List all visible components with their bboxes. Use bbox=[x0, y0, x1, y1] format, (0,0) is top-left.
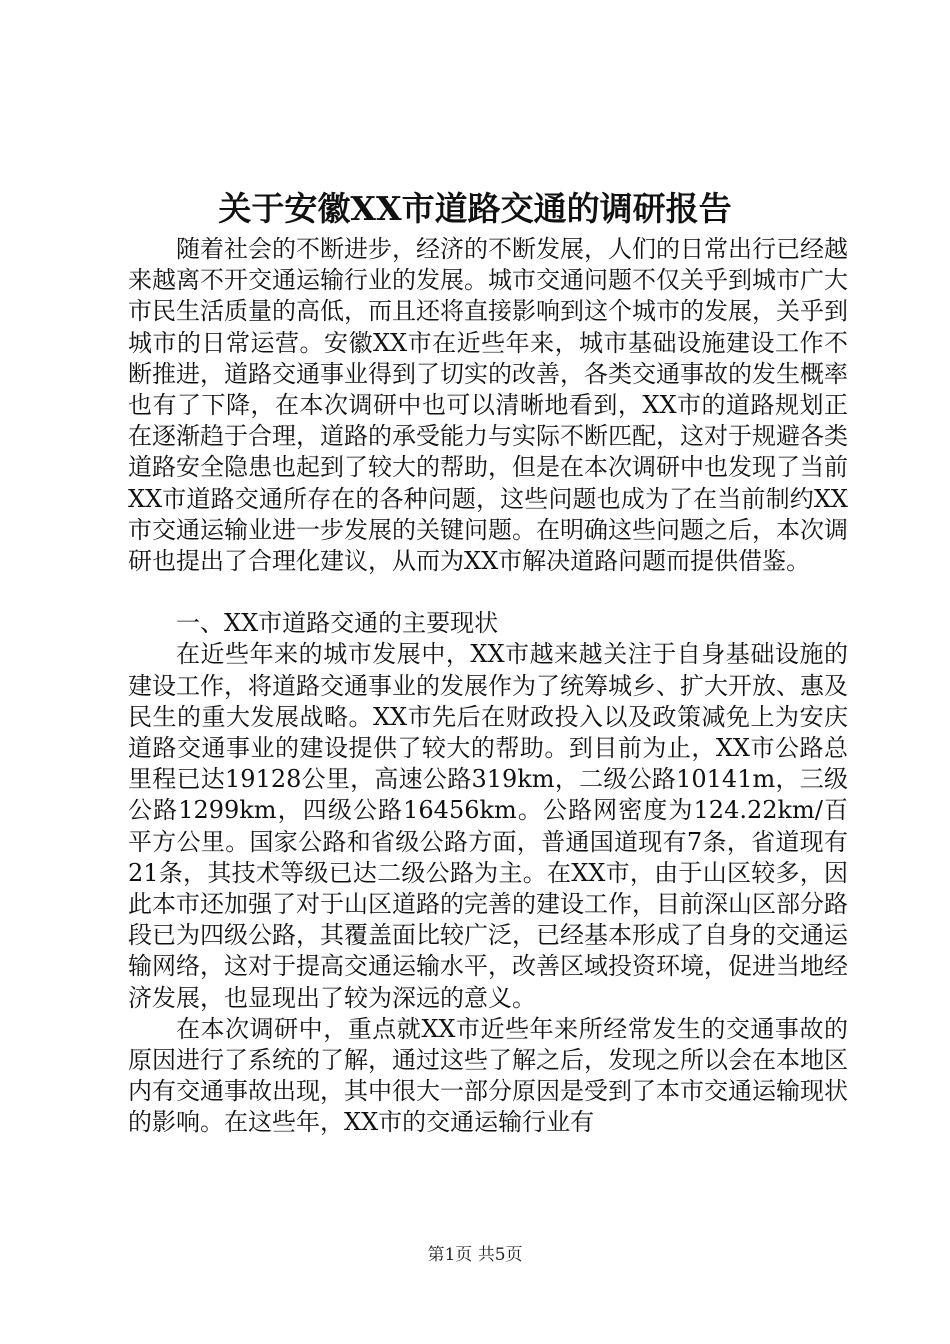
page-footer: 第1页 共5页 bbox=[427, 1245, 523, 1265]
document-title: 关于安徽XX市道路交通的调研报告 bbox=[218, 189, 732, 228]
document-body bbox=[128, 234, 848, 1139]
section-paragraph-1: 在近些年来的城市发展中，XX市越来越关注于自身基础设施的建设工作，将道路交通事业的发展作为了统筹城乡、扩大开放、惠及民生的重大发展战略。XX市先后在财政投入以及政策减免上为安庆道路交通事业的建设提供了较大的帮助。到目前为止，XX市公路总里程已达19128公里，高速公路319km，二级公路10141m，三级公路1299km，四级公路16456km。公路网密度为124.22km/百平方公里。国家公路和省级公路方面，普通国道现有7条，省道现有21条，其技术等级已达二级公路为主。在XX市，由于山区较多，因此本市还加强了对于山区道路的完善的建设工作，目前深山区部分路段已为四级公路，其覆盖面比较广泛，已经基本形成了自身的交通运输网络，这对于提高交通运输水平，改善区域投资环境，促进当地经济发展，也显现出了较为深远的意义。 bbox=[128, 640, 848, 1012]
paragraph-spacer bbox=[128, 577, 848, 608]
section-heading: 一、XX市道路交通的主要现状 bbox=[176, 609, 499, 638]
section-paragraph-2: 在本次调研中，重点就XX市近些年来所经常发生的交通事故的原因进行了系统的了解，通过这些了解之后，发现之所以会在本地区内有交通事故出现，其中很大一部分原因是受到了本市交通运输现状的影响。在这些年，XX市的交通运输行业有 bbox=[128, 1014, 848, 1137]
intro-paragraph: 随着社会的不断进步，经济的不断发展，人们的日常出行已经越来越离不开交通运输行业的发展。城市交通问题不仅关乎到城市广大市民生活质量的高低，而且还将直接影响到这个城市的发展，关乎到城市的日常运营。安徽XX市在近些年来，城市基础设施建设工作不断推进，道路交通事业得到了切实的改善，各类交通事故的发生概率也有了下降，在本次调研中也可以清晰地看到，XX市的道路规划正在逐渐趋于合理，道路的承受能力与实际不断匹配，这对于规避各类道路安全隐患也起到了较大的帮助，但是在本次调研中也发现了当前XX市道路交通所存在的各种问题，这些问题也成为了在当前制约XX市交通运输业进一步发展的关键问题。在明确这些问题之后，本次调研也提出了合理化建议，从而为XX市解决道路问题而提供借鉴。 bbox=[128, 235, 848, 576]
